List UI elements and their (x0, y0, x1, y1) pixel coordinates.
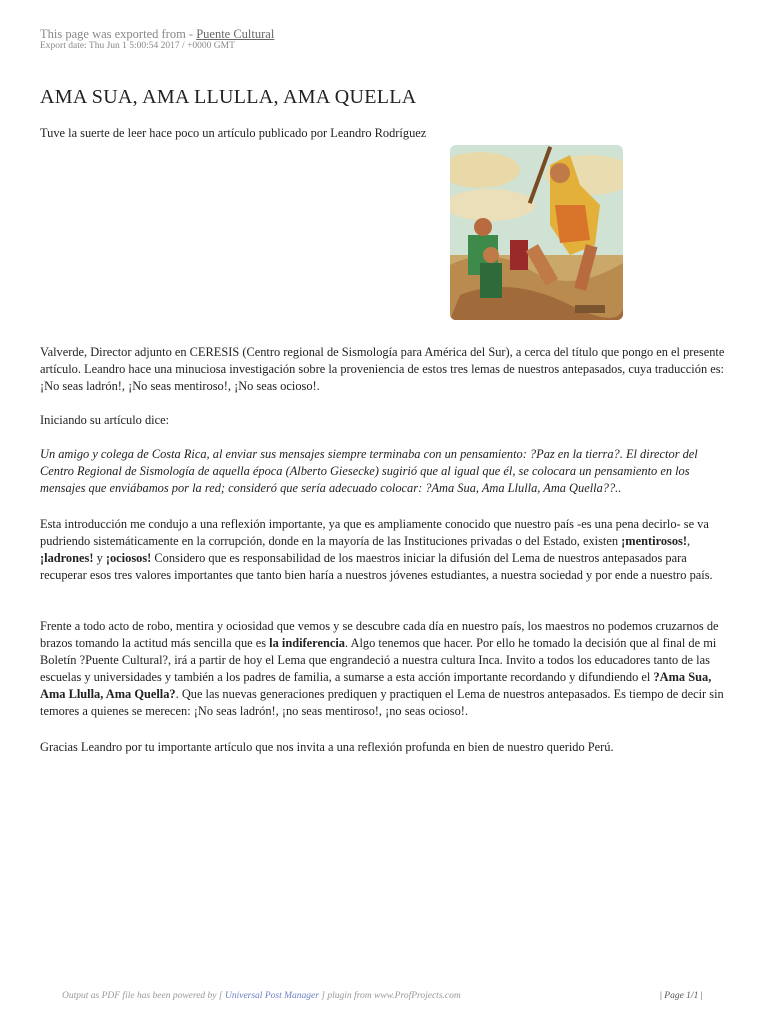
powered-by-suffix: ] plugin from www.ProfProjects.com (318, 991, 461, 1001)
page-indicator (660, 991, 703, 1001)
bold-ociosos: ¡ociosos! (105, 551, 152, 565)
paragraph-2: Iniciando su artículo dice: (40, 413, 170, 427)
paragraph-5-text-d: . Que las nuevas generaciones prediquen y practiquen el Lema de nuestros antepasados. Es tiempo de decir sin temores a quienes se merecen: ¡No seas ladrón!, ¡no seas mentiroso!, ¡no seas ocioso!. (40, 687, 724, 718)
page-bracket-right: | (698, 991, 703, 1001)
article-title: AMA SUA, AMA LLULLA, AMA QUELLA (40, 86, 417, 108)
export-prefix: This page was exported from - (40, 27, 197, 41)
paragraph-1: Valverde, Director adjunto en CERESIS (Centro regional de Sismología para América del Sur), a cerca del título que pongo en el presente artículo. Leandro hace una minuciosa investigación sobre la proveniencia de estos tres lemas de nuestros antepasados, cuya traducción es: ¡No seas ladrón!, ¡No seas mentiroso!, ¡No seas ocioso!. (40, 345, 725, 393)
export-header (40, 27, 274, 52)
paragraph-6: Gracias Leandro por tu importante artículo que nos invita a una reflexión profunda en bien de nuestro querido Perú. (40, 740, 614, 754)
inca-illustration (450, 145, 623, 320)
page-number: Page 1/1 (664, 991, 699, 1001)
quote-paragraph: Un amigo y colega de Costa Rica, al enviar sus mensajes siempre terminaba con un pensamiento: ?Paz en la tierra?. El director del Centro Regional de Sismología de aquella época (Alberto Giesecke) sugirió que al igual que él, se colocara un pensamiento en los mensajes que enviábamos por la red; consideró que sería adecuado colocar: ?Ama Sua, Ama Llulla, Ama Quella??.. (40, 447, 698, 495)
export-date: Export date: Thu Jun 1 5:00:54 2017 / +0000 GMT (40, 41, 235, 51)
page-bracket-left: | (660, 991, 665, 1001)
bold-mentirosos: ¡mentirosos! (621, 534, 687, 548)
intro-paragraph: Tuve la suerte de leer hace poco un artículo publicado por Leandro Rodríguez (40, 126, 427, 140)
paragraph-4-sep-2: y (93, 551, 106, 565)
paragraph-4-sep-1: , (687, 534, 691, 548)
paragraph-5 (40, 618, 730, 720)
powered-by-prefix: Output as PDF file has been powered by [ (62, 991, 225, 1001)
export-source-line (40, 27, 274, 41)
bold-lema: ?Ama Sua, Ama Llulla, Ama Quella? (40, 670, 712, 701)
site-link[interactable]: Puente Cultural (196, 27, 275, 41)
powered-by (62, 991, 461, 1001)
paragraph-4 (40, 516, 730, 584)
paragraph-5-text-c: . Algo tenemos que hacer. Por ello he tomado la decisión que al final de mi Boletín ?Puente Cultural?, irá a partir de hoy el Lema que engrandeció a nuestra cultura Inca. Invito a todos los educadores tanto de las escuelas y universidades y también a los padres de familia, a sumarse a esta acción importante recordando y difundiendo el (40, 636, 717, 684)
plugin-link[interactable]: Universal Post Manager (224, 991, 319, 1001)
paragraph-5-text-a: Frente a todo acto de robo, mentira y ociosidad que vemos y se descubre cada día en nuestro país, los maestros no podemos cruzarnos de brazos tomando la actitud más sencilla que es (40, 619, 719, 650)
bold-indiferencia: la indiferencia (269, 636, 345, 650)
paragraph-4-text-a: Esta introducción me condujo a una reflexión importante, ya que es ampliamente conocido que nuestro país -es una pena decirlo- se va pudriendo sistemáticamente en la corrupción, donde en la mayoría de las Instituciones privadas o del Estado, existen (40, 517, 709, 548)
inca-illustration-art (450, 145, 623, 320)
paragraph-4-text-d: Considero que es responsabilidad de los maestros iniciar la difusión del Lema de nuestros antepasados para recuperar esos tres valores importantes que tanto bien haría a nuestros jóvenes estudiantes, a nuestra sociedad y por ende a nuestro país. (40, 551, 713, 582)
bold-ladrones: ¡ladrones! (40, 551, 94, 565)
